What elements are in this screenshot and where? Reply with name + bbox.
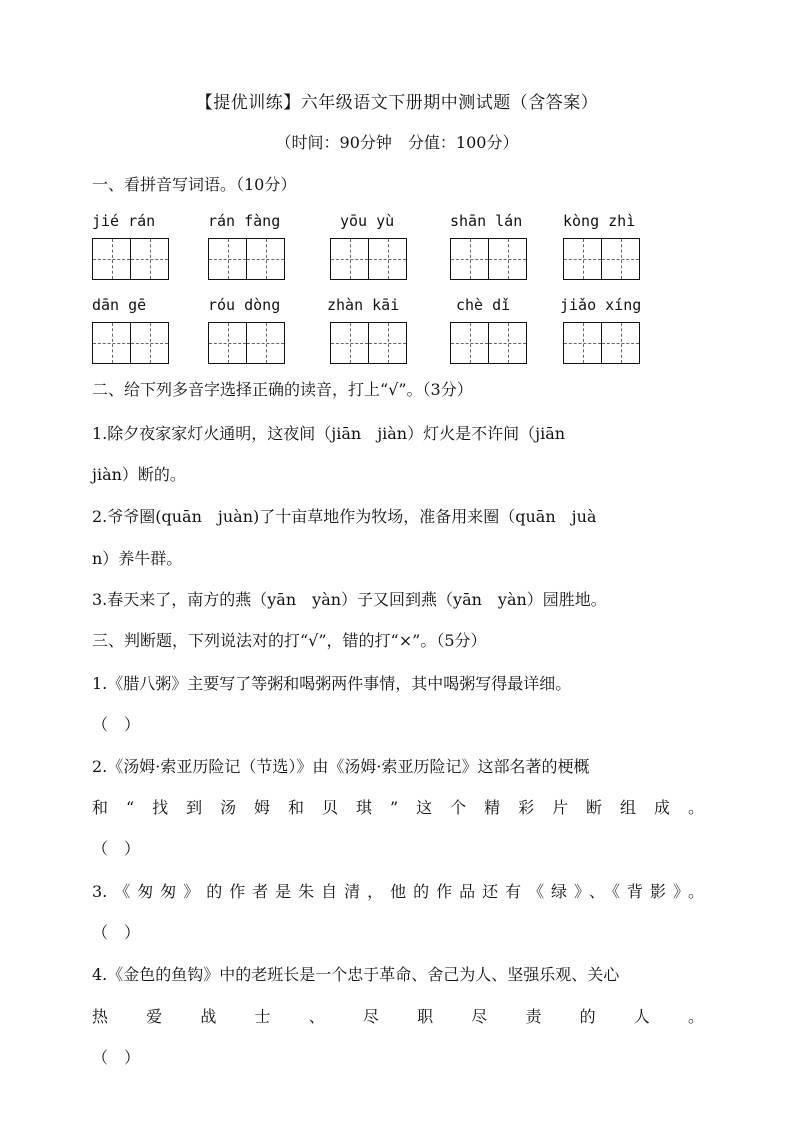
writing-grid[interactable] — [563, 322, 640, 364]
section3-heading: 三、判断题，下列说法对的打“√”，错的打“×”。（5分） — [92, 631, 487, 650]
pinyin-label: róu dòng — [208, 296, 281, 314]
pinyin-label: shān lán — [450, 212, 523, 230]
writing-grid[interactable] — [450, 322, 527, 364]
question-line: n）养牛群。 — [92, 549, 183, 568]
question-line: 3.春天来了，南方的燕（yān yàn）子又回到燕（yān yàn）园胜地。 — [92, 590, 607, 609]
pinyin-label: zhàn kāi — [327, 296, 400, 314]
writing-grid[interactable] — [330, 238, 407, 280]
writing-grid[interactable] — [208, 322, 285, 364]
question-line: 2.《汤姆·索亚历险记（节选）》由《汤姆·索亚历险记》这部名著的梗概 — [92, 757, 590, 776]
writing-grid[interactable] — [92, 238, 169, 280]
pinyin-label: yōu yù — [340, 212, 395, 230]
section1-heading: 一、看拼音写词语。（10分） — [92, 175, 297, 194]
question-line: 和“找到汤姆和贝琪”这个精彩片断组成。 — [92, 798, 704, 817]
question-line: 2.爷爷圈(quān juàn)了十亩草地作为牧场，准备用来圈（quān juà — [92, 507, 597, 526]
pinyin-label: kòng zhì — [563, 212, 636, 230]
question-line: 热爱战士、尽职尽责的人。 — [92, 1007, 704, 1026]
writing-grid[interactable] — [563, 238, 640, 280]
writing-grid[interactable] — [330, 322, 407, 364]
question-line: 4.《金色的鱼钩》中的老班长是一个忠于革命、舍己为人、坚强乐观、关心 — [92, 965, 620, 984]
pinyin-label: chè dǐ — [456, 296, 511, 314]
pinyin-label: rán fàng — [208, 212, 281, 230]
pinyin-label: dān gē — [92, 296, 147, 314]
answer-blank[interactable]: （ ） — [92, 839, 141, 858]
question-line: 1.《腊八粥》主要写了等粥和喝粥两件事情，其中喝粥写得最详细。 — [92, 674, 572, 693]
question-line: 3.《匆匆》的作者是朱自清，他的作品还有《绿》、《背影》。 — [92, 882, 704, 901]
section2-heading: 二、给下列多音字选择正确的读音，打上“√”。（3分） — [92, 380, 473, 399]
question-line: jiàn）断的。 — [92, 465, 186, 484]
writing-grid[interactable] — [450, 238, 527, 280]
exam-subtitle: （时间：90分钟 分值：100分） — [275, 133, 519, 152]
exam-title: 【提优训练】六年级语文下册期中测试题（含答案） — [195, 93, 599, 113]
answer-blank[interactable]: （ ） — [92, 923, 141, 942]
pinyin-label: jié rán — [92, 212, 156, 230]
writing-grid[interactable] — [208, 238, 285, 280]
answer-blank[interactable]: （ ） — [92, 715, 141, 734]
question-line: 1.除夕夜家家灯火通明，这夜间（jiān jiàn）灯火是不许间（jiān — [92, 424, 566, 443]
writing-grid[interactable] — [92, 322, 169, 364]
pinyin-label: jiǎo xíng — [560, 296, 642, 314]
answer-blank[interactable]: （ ） — [92, 1048, 141, 1067]
